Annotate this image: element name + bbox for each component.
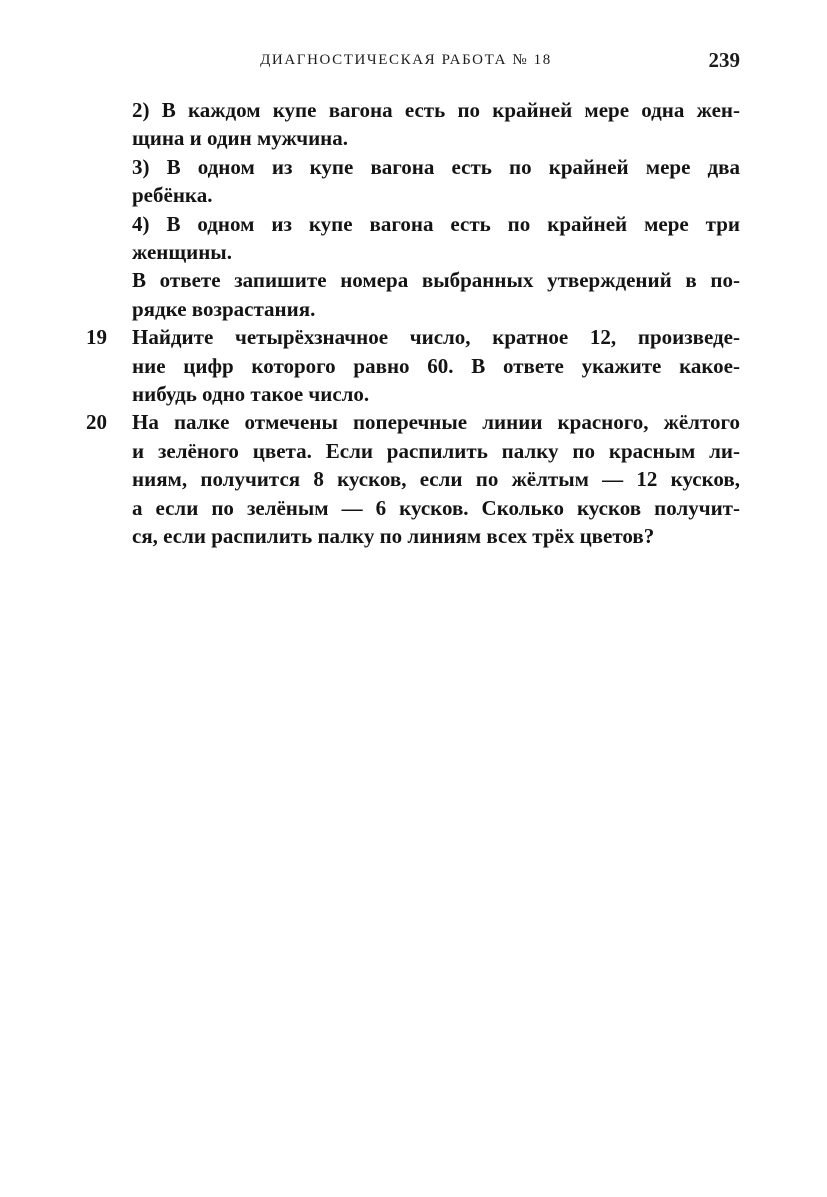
text-line: рядке возрастания. <box>132 296 316 321</box>
body-text <box>86 96 740 551</box>
problem-19-paragraph <box>86 323 740 408</box>
text-line: 2) В каждом купе вагона есть по крайней мере одна жен- <box>132 98 740 122</box>
statement-4-paragraph <box>132 210 740 267</box>
text-line: женщины. <box>132 240 232 265</box>
text-line: а если по зелёным — 6 кусков. Сколько кусков получит- <box>132 495 740 520</box>
text-line: ся, если распилить палку по линиям всех трёх цветов? <box>132 524 655 549</box>
statement-3-paragraph <box>132 153 740 210</box>
text-line: Найдите четырёхзначное число, кратное 12, произведе- <box>132 325 740 350</box>
running-title: ДИАГНОСТИЧЕСКАЯ РАБОТА № 18 <box>260 52 552 68</box>
page-number: 239 <box>708 48 740 72</box>
text-line: ребёнка. <box>132 183 213 208</box>
statement-2-paragraph <box>132 96 740 153</box>
text-line: 4) В одном из купе вагона есть по крайней мере три <box>132 211 740 236</box>
text-line: 3) В одном из купе вагона есть по крайней мере два <box>132 154 740 179</box>
text-line: ниям, получится 8 кусков, если по жёлтым — 12 кусков, <box>132 467 740 492</box>
running-header <box>132 48 740 76</box>
problem-20-paragraph <box>86 408 740 550</box>
problem-number: 20 <box>86 410 107 435</box>
text-line: щина и один мужчина. <box>132 126 349 151</box>
answer-instruction-paragraph <box>132 266 740 323</box>
text-line: ние цифр которого равно 60. В ответе укажите какое- <box>132 353 740 378</box>
problem-number: 19 <box>86 325 107 350</box>
text-line: нибудь одно такое число. <box>132 382 370 407</box>
text-line: В ответе запишите номера выбранных утверждений в по- <box>132 268 740 293</box>
text-line: На палке отмечены поперечные линии красного, жёлтого <box>132 410 740 435</box>
text-line: и зелёного цвета. Если распилить палку по красным ли- <box>132 438 740 463</box>
